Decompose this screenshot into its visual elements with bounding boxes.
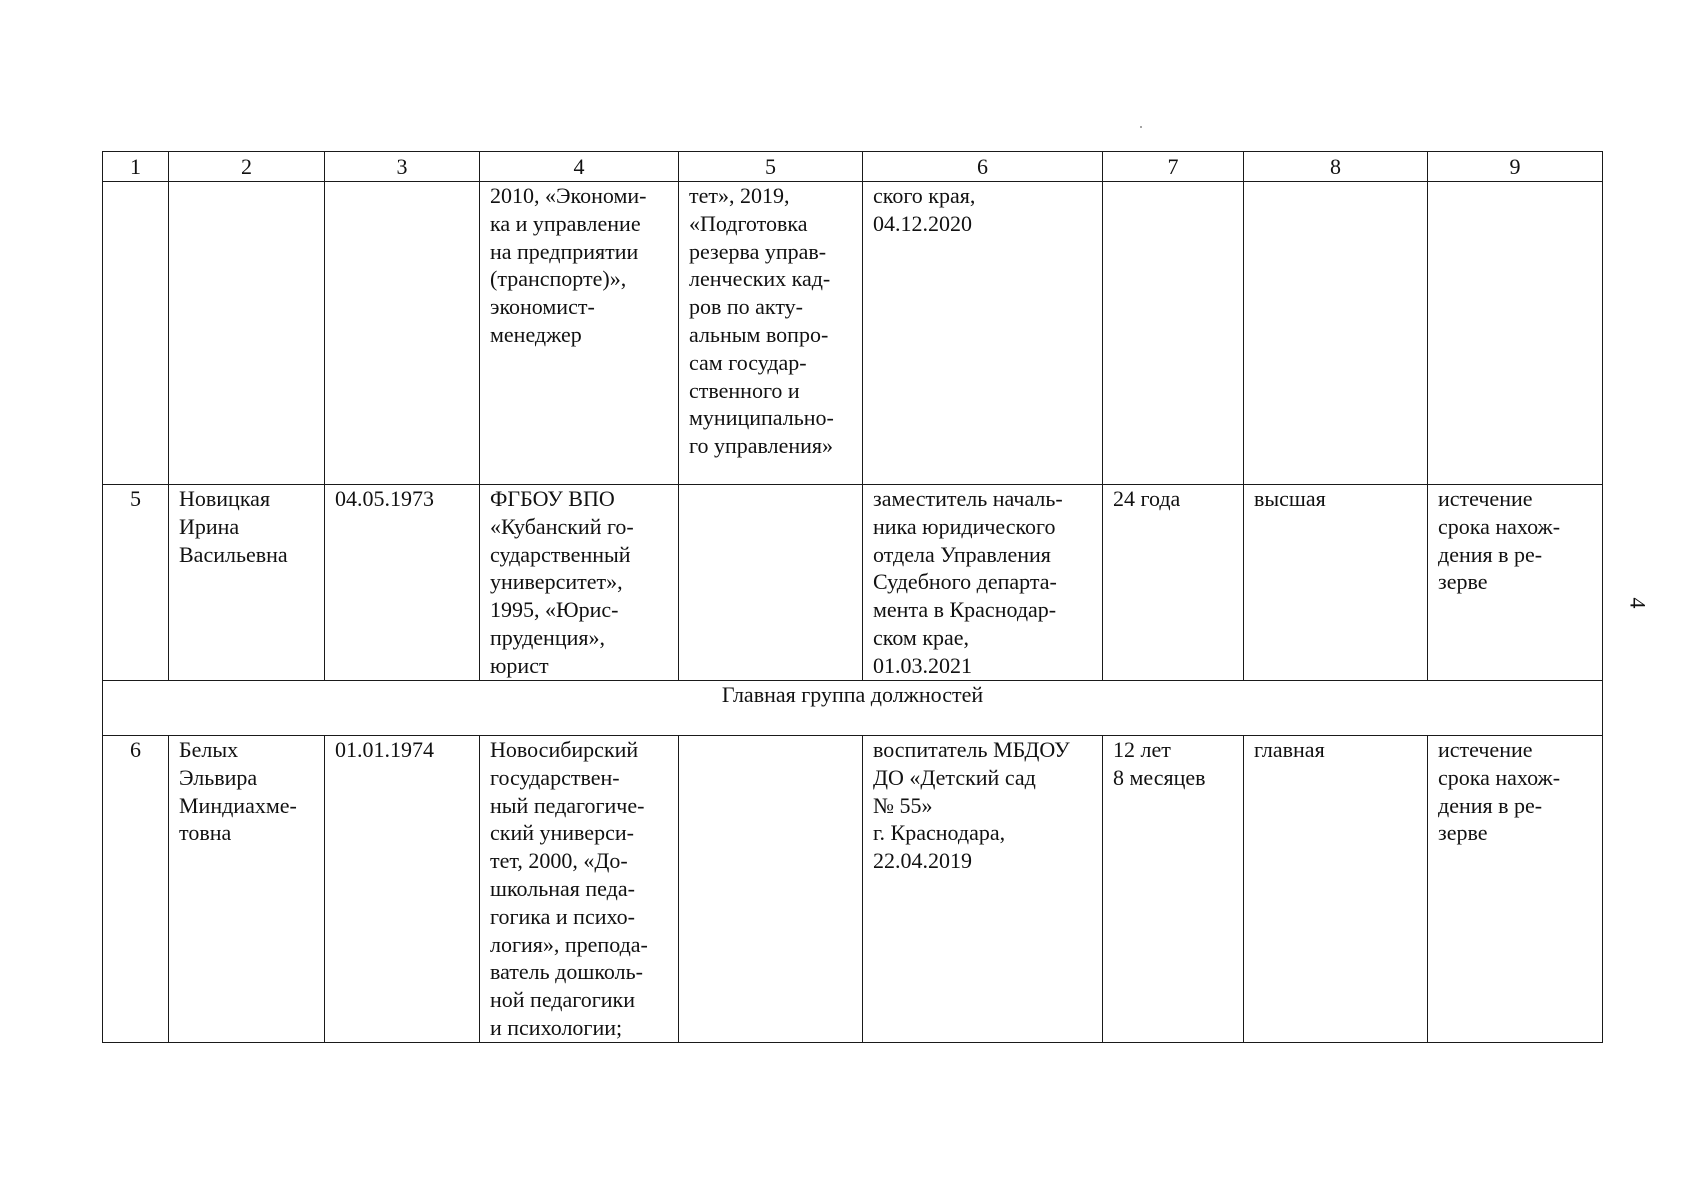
education-cell: ФГБОУ ВПО «Кубанский го- сударственный университет», 1995, «Юрис- пруденция», юрист xyxy=(480,485,679,681)
reserve-table xyxy=(102,151,1603,1043)
row-number-cell xyxy=(103,182,169,485)
birth-date-cell: 01.01.1974 xyxy=(325,736,480,1043)
column-number: 4 xyxy=(480,152,679,182)
experience-cell: 12 лет 8 месяцев xyxy=(1103,736,1244,1043)
education-cell: 2010, «Экономи- ка и управление на предприятии (транспорте)», экономист- менеджер xyxy=(480,182,679,485)
position-group-cell: главная xyxy=(1244,736,1428,1043)
exclusion-reason-cell: истечение срока нахож- дения в ре- зерве xyxy=(1428,736,1603,1043)
table-row xyxy=(103,485,1603,681)
education-cell: Новосибирский государствен- ный педагогиче- ский универси- тет, 2000, «До- школьная педа- гогика и психо- логия», препода- ватель дошколь- ной педагогики и психологии; xyxy=(480,736,679,1043)
column-number: 2 xyxy=(169,152,325,182)
column-number: 5 xyxy=(679,152,863,182)
additional-education-cell: тет», 2019, «Подготовка резерва управ- ленческих кад- ров по акту- альным вопро- сам государ- ственного и муниципально- го управления» xyxy=(679,182,863,485)
page-number: 4 xyxy=(1625,597,1651,609)
position-group-cell: высшая xyxy=(1244,485,1428,681)
birth-date-cell xyxy=(325,182,480,485)
full-name-cell: Новицкая Ирина Васильевна xyxy=(169,485,325,681)
position-cell: заместитель началь- ника юридического отдела Управления Судебного департа- мента в Краснодар- ском крае, 01.03.2021 xyxy=(863,485,1103,681)
table-row xyxy=(103,182,1603,485)
column-number-row xyxy=(103,152,1603,182)
exclusion-reason-cell: истечение срока нахож- дения в ре- зерве xyxy=(1428,485,1603,681)
full-name-cell xyxy=(169,182,325,485)
additional-education-cell xyxy=(679,485,863,681)
position-group-cell xyxy=(1244,182,1428,485)
scan-speck xyxy=(1140,126,1142,128)
birth-date-cell: 04.05.1973 xyxy=(325,485,480,681)
table-row xyxy=(103,736,1603,1043)
additional-education-cell xyxy=(679,736,863,1043)
position-cell: воспитатель МБДОУ ДО «Детский сад № 55» г. Краснодара, 22.04.2019 xyxy=(863,736,1103,1043)
row-number-cell: 5 xyxy=(103,485,169,681)
full-name-cell: Белых Эльвира Миндиахме- товна xyxy=(169,736,325,1043)
column-number: 3 xyxy=(325,152,480,182)
row-number-cell: 6 xyxy=(103,736,169,1043)
column-number: 7 xyxy=(1103,152,1244,182)
column-number: 8 xyxy=(1244,152,1428,182)
experience-cell: 24 года xyxy=(1103,485,1244,681)
group-header-row xyxy=(103,681,1603,736)
group-header: Главная группа должностей xyxy=(103,681,1603,736)
exclusion-reason-cell xyxy=(1428,182,1603,485)
column-number: 1 xyxy=(103,152,169,182)
experience-cell xyxy=(1103,182,1244,485)
column-number: 6 xyxy=(863,152,1103,182)
column-number: 9 xyxy=(1428,152,1603,182)
position-cell: ского края, 04.12.2020 xyxy=(863,182,1103,485)
